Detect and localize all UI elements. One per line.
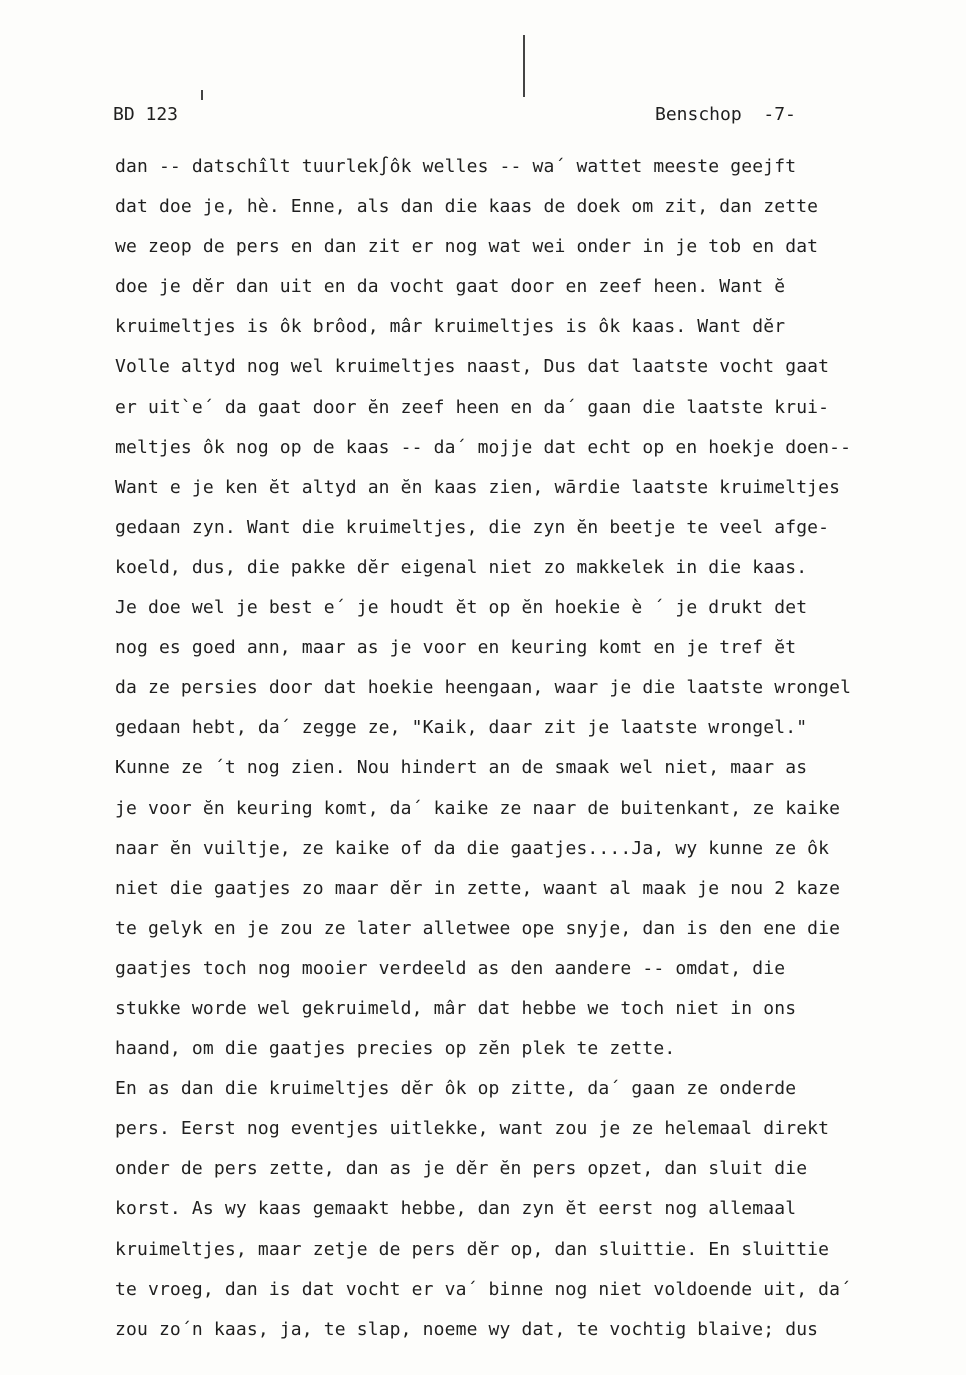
text-line: te gelyk en je zou ze later alletwee ope snyje, dan is den ene die: [115, 917, 841, 939]
text-line: nog es goed ann, maar as je voor en keuring komt en je tref ĕt: [115, 637, 797, 659]
text-line: Want e je ken ĕt altyd an ĕn kaas zien, wārdie laatste kruimeltjes: [115, 476, 841, 498]
text-line: je voor ĕn keuring komt, da´ kaike ze naar de buitenkant, ze kaike: [115, 797, 841, 819]
text-line: stukke worde wel gekruimeld, mâr dat hebbe we toch niet in ons: [115, 997, 797, 1019]
text-line: koeld, dus, die pakke dĕr eigenal niet zo makkelek in die kaas.: [115, 556, 808, 578]
text-line: pers. Eerst nog eventjes uitlekke, want zou je ze helemaal direkt: [115, 1118, 830, 1140]
text-line: da ze persies door dat hoekie heengaan, waar je die laatste wrongel: [115, 677, 852, 699]
margin-mark: [523, 35, 525, 97]
text-line: kruimeltjes, maar zetje de pers dĕr op, dan sluittie. En sluittie: [115, 1238, 830, 1260]
text-line: gaatjes toch nog mooier verdeeld as den aandere -- omdat, die: [115, 957, 786, 979]
document-reference: BD 123: [113, 104, 179, 125]
text-line: naar ĕn vuiltje, ze kaike of da die gaatjes....Ja, wy kunne ze ôk: [115, 837, 830, 859]
text-line: er uit`e´ da gaat door ĕn zeef heen en da´ gaan die laatste krui-: [115, 396, 830, 418]
text-line: te vroeg, dan is dat vocht er va´ binne nog niet voldoende uit, da´: [115, 1278, 852, 1300]
text-line: zou zo´n kaas, ja, te slap, noeme wy dat, te vochtig blaive; dus: [115, 1318, 819, 1340]
text-line: Je doe wel je best e´ je houdt ĕt op ĕn hoekie è ´ je drukt det: [115, 597, 808, 619]
text-line: En as dan die kruimeltjes dĕr ôk op zitte, da´ gaan ze onderde: [115, 1078, 797, 1100]
page-heading: Benschop -7-: [655, 104, 796, 125]
text-line: kruimeltjes is ôk brôod, mâr kruimeltjes is ôk kaas. Want dĕr: [115, 316, 786, 338]
text-line: korst. As wy kaas gemaakt hebbe, dan zyn ĕt eerst nog allemaal: [115, 1198, 797, 1220]
text-line: doe je dĕr dan uit en da vocht gaat door en zeef heen. Want ĕ: [115, 276, 786, 298]
text-line: gedaan zyn. Want die kruimeltjes, die zyn ĕn beetje te veel afge-: [115, 516, 830, 538]
text-line: onder de pers zette, dan as je dĕr ĕn pers opzet, dan sluit die: [115, 1158, 808, 1180]
text-line: we zeop de pers en dan zit er nog wat wei onder in je tob en dat: [115, 236, 819, 258]
text-line: niet die gaatjes zo maar dĕr in zette, waant al maak je nou 2 kaze: [115, 877, 841, 899]
text-line: dan -- datschîlt tuurlek∫ôk welles -- wa´ wattet meeste geejft: [115, 156, 797, 177]
transcript-body: [115, 147, 955, 1350]
text-line: Kunne ze ´t nog zien. Nou hindert an de smaak wel niet, maar as: [115, 757, 808, 779]
text-line: gedaan hebt, da´ zegge ze, "Kaik, daar zit je laatste wrongel.": [115, 717, 808, 739]
text-line: dat doe je, hè. Enne, als dan die kaas de doek om zit, dan zette: [115, 196, 819, 218]
margin-mark: [201, 90, 203, 100]
text-line: haand, om die gaatjes precies op zĕn plek te zette.: [115, 1038, 676, 1060]
text-line: meltjes ôk nog op de kaas -- da´ mojje dat echt op en hoekje doen--: [115, 436, 852, 458]
text-line: Volle altyd nog wel kruimeltjes naast, Dus dat laatste vocht gaat: [115, 356, 830, 378]
